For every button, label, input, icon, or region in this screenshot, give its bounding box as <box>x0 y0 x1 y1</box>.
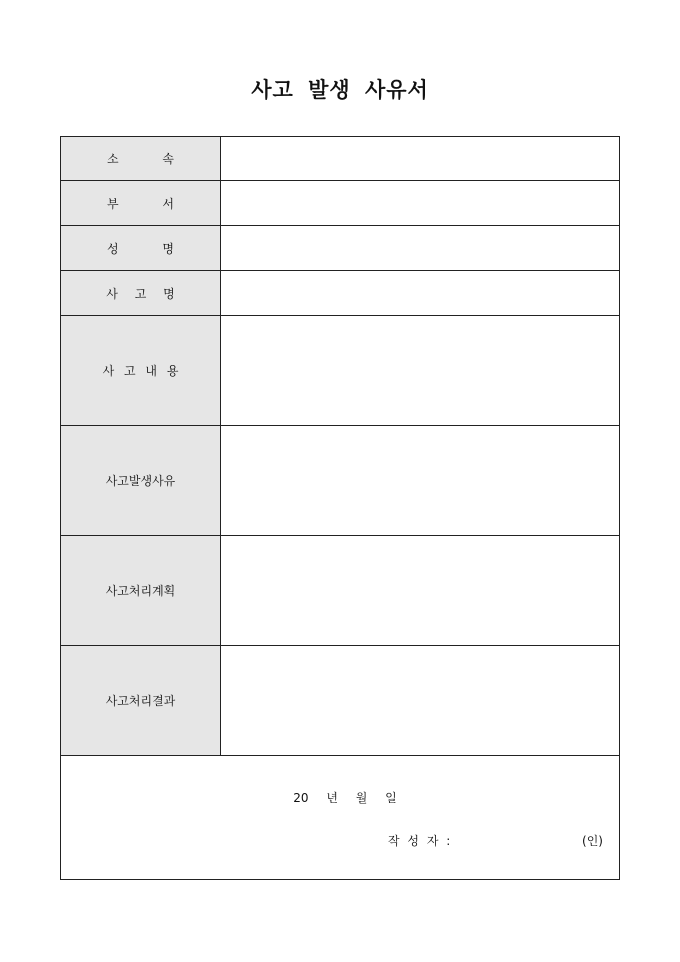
form-row-name <box>61 226 620 271</box>
name-label: 성 명 <box>61 226 221 271</box>
handling-plan-label: 사고처리계획 <box>61 536 221 646</box>
department-label: 부 서 <box>61 181 221 226</box>
form-row-footer <box>61 756 620 880</box>
form-row-incident-cause <box>61 426 620 536</box>
incident-cause-label: 사고발생사유 <box>61 426 221 536</box>
incident-cause-field[interactable] <box>221 426 620 536</box>
name-field[interactable] <box>221 226 620 271</box>
form-row-handling-result <box>61 646 620 756</box>
form-row-incident-details <box>61 316 620 426</box>
date-line: 20 년 월 일 <box>293 791 397 805</box>
affiliation-label: 소 속 <box>61 137 221 181</box>
form-row-handling-plan <box>61 536 620 646</box>
seal-label: (인) <box>582 834 603 848</box>
incident-details-field[interactable] <box>221 316 620 426</box>
handling-result-label: 사고처리결과 <box>61 646 221 756</box>
signature-area <box>61 756 620 880</box>
form-row-incident-name <box>61 271 620 316</box>
incident-report-form <box>60 136 620 880</box>
incident-name-label: 사 고 명 <box>61 271 221 316</box>
incident-details-label: 사 고 내 용 <box>61 316 221 426</box>
incident-name-field[interactable] <box>221 271 620 316</box>
department-field[interactable] <box>221 181 620 226</box>
form-row-affiliation <box>61 137 620 181</box>
document-title: 사고 발생 사유서 <box>251 77 429 102</box>
handling-result-field[interactable] <box>221 646 620 756</box>
form-row-department <box>61 181 620 226</box>
handling-plan-field[interactable] <box>221 536 620 646</box>
affiliation-field[interactable] <box>221 137 620 181</box>
author-label: 작 성 자 : <box>388 834 453 848</box>
